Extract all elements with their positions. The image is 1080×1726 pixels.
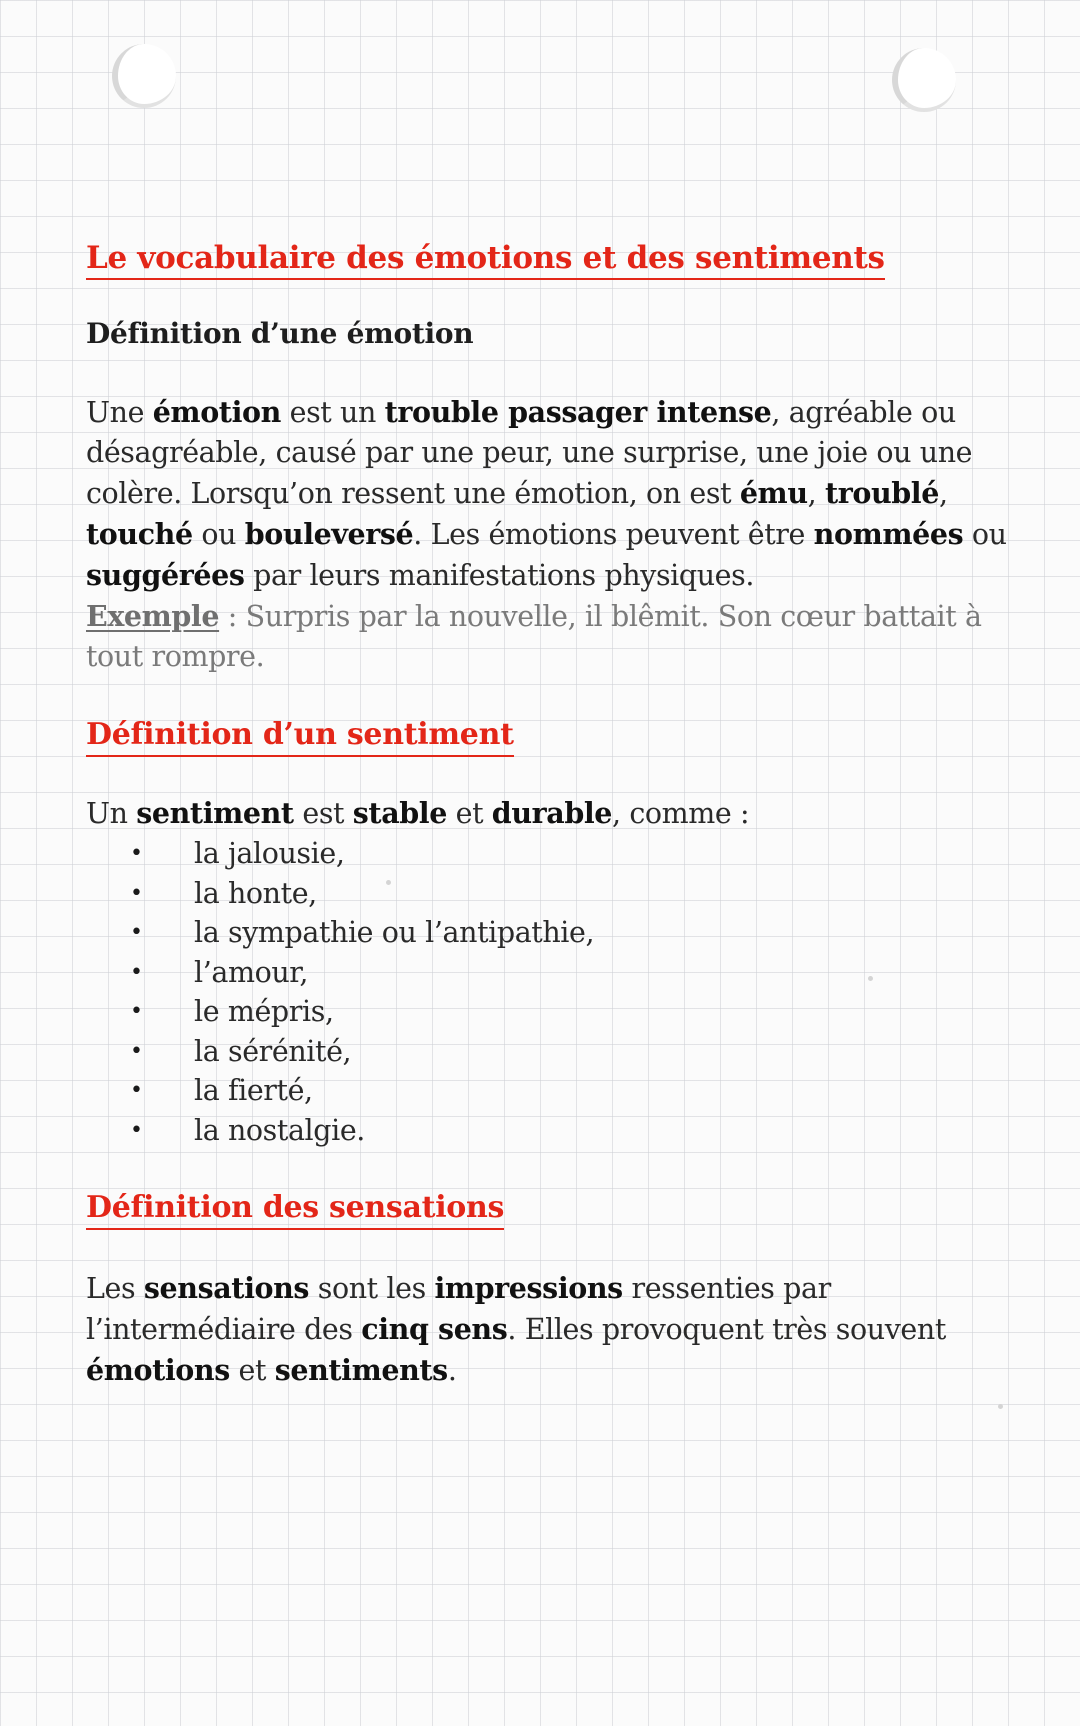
- sensation-heading: Définition des sensations: [86, 1188, 504, 1230]
- binder-hole-left: [112, 44, 176, 108]
- text-run: ou: [192, 518, 245, 551]
- bold-term: trouble passager intense: [384, 395, 772, 429]
- bold-term: sensations: [143, 1271, 310, 1305]
- text-run: ,: [807, 477, 825, 510]
- text-run: par leurs manifestations physiques.: [244, 559, 755, 592]
- text-run: ou: [963, 518, 1007, 551]
- binder-hole-right: [892, 48, 956, 112]
- list-item: • le mépris,: [86, 992, 1036, 1032]
- bold-term: émotion: [152, 395, 281, 429]
- bullet-icon: •: [130, 920, 143, 945]
- bold-term: impressions: [434, 1271, 623, 1305]
- example-label: Exemple: [86, 599, 220, 633]
- bold-term: sentiment: [136, 796, 294, 830]
- sentiment-heading: Définition d’un sentiment: [86, 715, 514, 757]
- sentiment-list: [86, 834, 1036, 1150]
- bold-term: cinq sens: [361, 1312, 508, 1346]
- text-run: est: [293, 797, 353, 830]
- bold-term: troublé: [824, 476, 939, 510]
- text-run: Un: [86, 797, 137, 830]
- bullet-icon: •: [130, 1038, 143, 1064]
- example-text: : Surpris par la nouvelle, il blêmit. Son cœur battait à tout rompre.: [86, 600, 982, 673]
- text-run: est un: [280, 396, 385, 429]
- list-item: • la jalousie,: [86, 834, 1036, 874]
- bold-term: nommées: [813, 517, 964, 551]
- text-run: . Elles provoquent très souvent: [507, 1313, 946, 1346]
- list-item: • la fierté,: [86, 1071, 1036, 1111]
- text-run: et: [229, 1354, 275, 1387]
- paper-speck: [998, 1404, 1003, 1409]
- note-page: [86, 238, 1036, 1391]
- bullet-icon: •: [130, 841, 143, 866]
- bold-term: bouleversé: [244, 517, 414, 551]
- emotion-example: [86, 596, 1036, 677]
- list-item: • la sympathie ou l’antipathie,: [86, 913, 1036, 953]
- bullet-icon: •: [130, 880, 143, 906]
- bullet-icon: •: [130, 959, 143, 985]
- text-run: et: [446, 797, 492, 830]
- page-title: Le vocabulaire des émotions et des sentiments: [86, 238, 885, 280]
- emotion-definition: [86, 392, 1036, 596]
- list-item: • la sérénité,: [86, 1032, 1036, 1072]
- text-run: . Les émotions peuvent être: [413, 518, 814, 551]
- text-run: sont les: [309, 1272, 435, 1305]
- list-item: • la nostalgie.: [86, 1111, 1036, 1151]
- text-run: Les: [86, 1272, 144, 1305]
- bullet-icon: •: [130, 1117, 143, 1143]
- bullet-icon: •: [130, 999, 143, 1024]
- list-item: • l’amour,: [86, 953, 1036, 993]
- text-run: , agréable ou désagréable, causé par une peur, une surprise, une joie ou une colère. Lorsqu’on ressent une émotion, on est: [86, 396, 973, 510]
- sentiment-intro: [86, 793, 1036, 834]
- bullet-icon: •: [130, 1078, 143, 1103]
- bold-term: suggérées: [86, 558, 245, 592]
- list-item: • la honte,: [86, 874, 1036, 914]
- bold-term: durable: [491, 796, 613, 830]
- text-run: ,: [938, 477, 948, 510]
- sensation-definition: [86, 1268, 1036, 1391]
- text-run: .: [447, 1354, 457, 1387]
- text-run: ressenties par l’intermédiaire des: [86, 1272, 831, 1346]
- text-run: , comme :: [612, 797, 750, 830]
- bold-term: sentiments: [274, 1353, 448, 1387]
- emotion-heading: Définition d’une émotion: [86, 317, 474, 350]
- bold-term: touché: [86, 517, 193, 551]
- bold-term: émotions: [86, 1353, 230, 1387]
- bold-term: stable: [352, 796, 447, 830]
- bold-term: ému: [739, 476, 808, 510]
- text-run: Une: [86, 396, 153, 429]
